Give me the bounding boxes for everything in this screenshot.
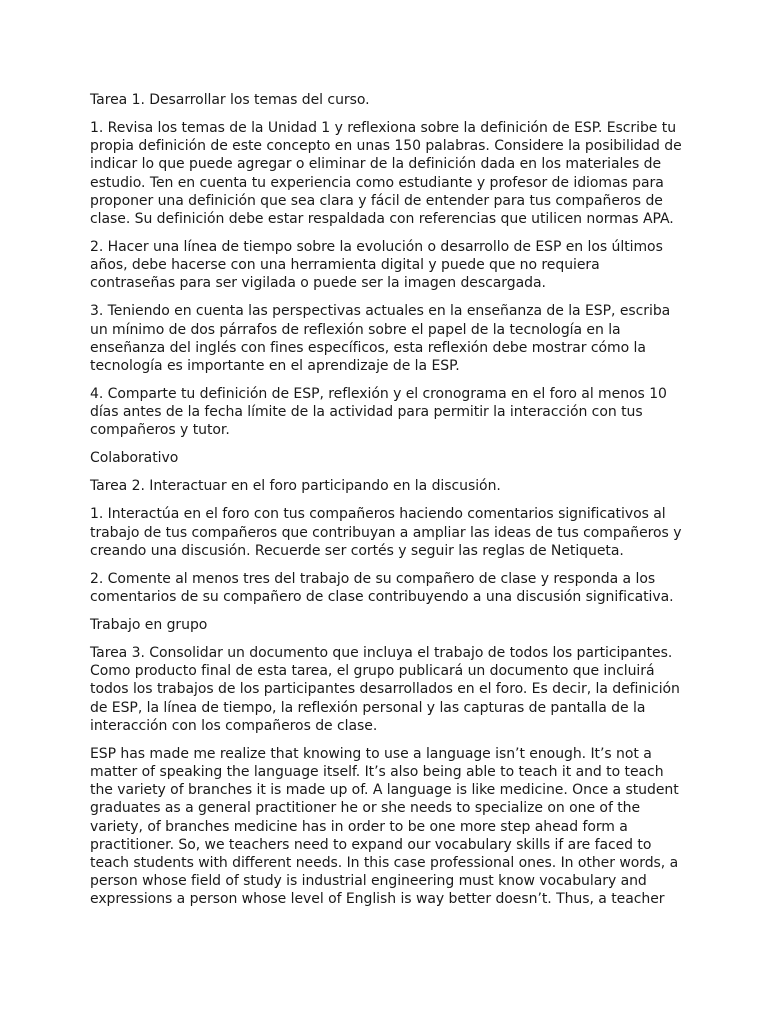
task1-item-3: 3. Teniendo en cuenta las perspectivas actuales en la enseñanza de la ESP, escriba un mínimo de dos párrafos de reflexión sobre el papel de la tecnología en la enseñanza del inglés con fines específicos, esta reflexión debe mostrar cómo la tecnología es importante en el aprendizaje de la ESP. — [90, 303, 671, 375]
task1-item-1: 1. Revisa los temas de la Unidad 1 y reflexiona sobre la definición de ESP. Escribe tu propia definición de este concepto en unas 150 palabras. Considere la posibilidad de indicar lo que puede agregar o eliminar de la definición dada en los materiales de estudio. Ten en cuenta tu experiencia como estudiante y profesor de idiomas para proponer una definición que sea clara y fácil de entender para tus compañeros de clase. Su definición debe estar respaldada con referencias que utilicen normas APA. — [90, 120, 682, 228]
task1-item-2: 2. Hacer una línea de tiempo sobre la evolución o desarrollo de ESP en los últimos años, debe hacerse con una herramienta digital y puede que no requiera contraseñas para ser vigilada o puede ser la imagen descargada. — [90, 239, 663, 292]
task2-item-1: 1. Interactúa en el foro con tus compañeros haciendo comentarios significativos al trabajo de tus compañeros que contribuyan a ampliar las ideas de tus compañeros y creando una discusión. Recuerde ser cortés y seguir las reglas de Netiqueta. — [90, 506, 682, 559]
task2-item-2: 2. Comente al menos tres del trabajo de su compañero de clase y responda a los comentarios de su compañero de clase contribuyendo a una discusión significativa. — [90, 570, 674, 606]
task2-heading: Tarea 2. Interactuar en el foro participando en la discusión. — [90, 478, 501, 495]
section-collaborative: Colaborativo — [90, 450, 179, 467]
task3-paragraph: Tarea 3. Consolidar un documento que incluya el trabajo de todos los participantes. Como producto final de esta tarea, el grupo publicará un documento que incluirá todos los trabajos de los participantes desarrollados en el foro. Es decir, la definición de ESP, la línea de tiempo, la reflexión personal y las capturas de pantalla de la interacción con los compañeros de clase. — [90, 645, 680, 734]
task1-item-4: 4. Comparte tu definición de ESP, reflexión y el cronograma en el foro al menos 10 días antes de la fecha límite de la actividad para permitir la interacción con tus compañeros y tutor. — [90, 386, 667, 439]
esp-reflection-paragraph: ESP has made me realize that knowing to use a language isn’t enough. It’s not a matter of speaking the language itself. It’s also being able to teach it and to teach the variety of branches it is made up of. A language is like medicine. Once a student graduates as a general practitioner he or she needs to specialize on one of the variety, of branches medicine has in order to be one more step ahead form a practitioner. So, we teachers need to expand our vocabulary skills if are faced to teach students with different needs. In this case professional ones. In other words, a person whose field of study is industrial engineering must know vocabulary and expressions a person whose level of English is way better doesn’t. Thus, a teacher — [90, 745, 679, 908]
section-group-work: Trabajo en grupo — [90, 617, 208, 634]
task1-heading: Tarea 1. Desarrollar los temas del curso. — [90, 92, 370, 108]
document-body — [90, 91, 686, 918]
